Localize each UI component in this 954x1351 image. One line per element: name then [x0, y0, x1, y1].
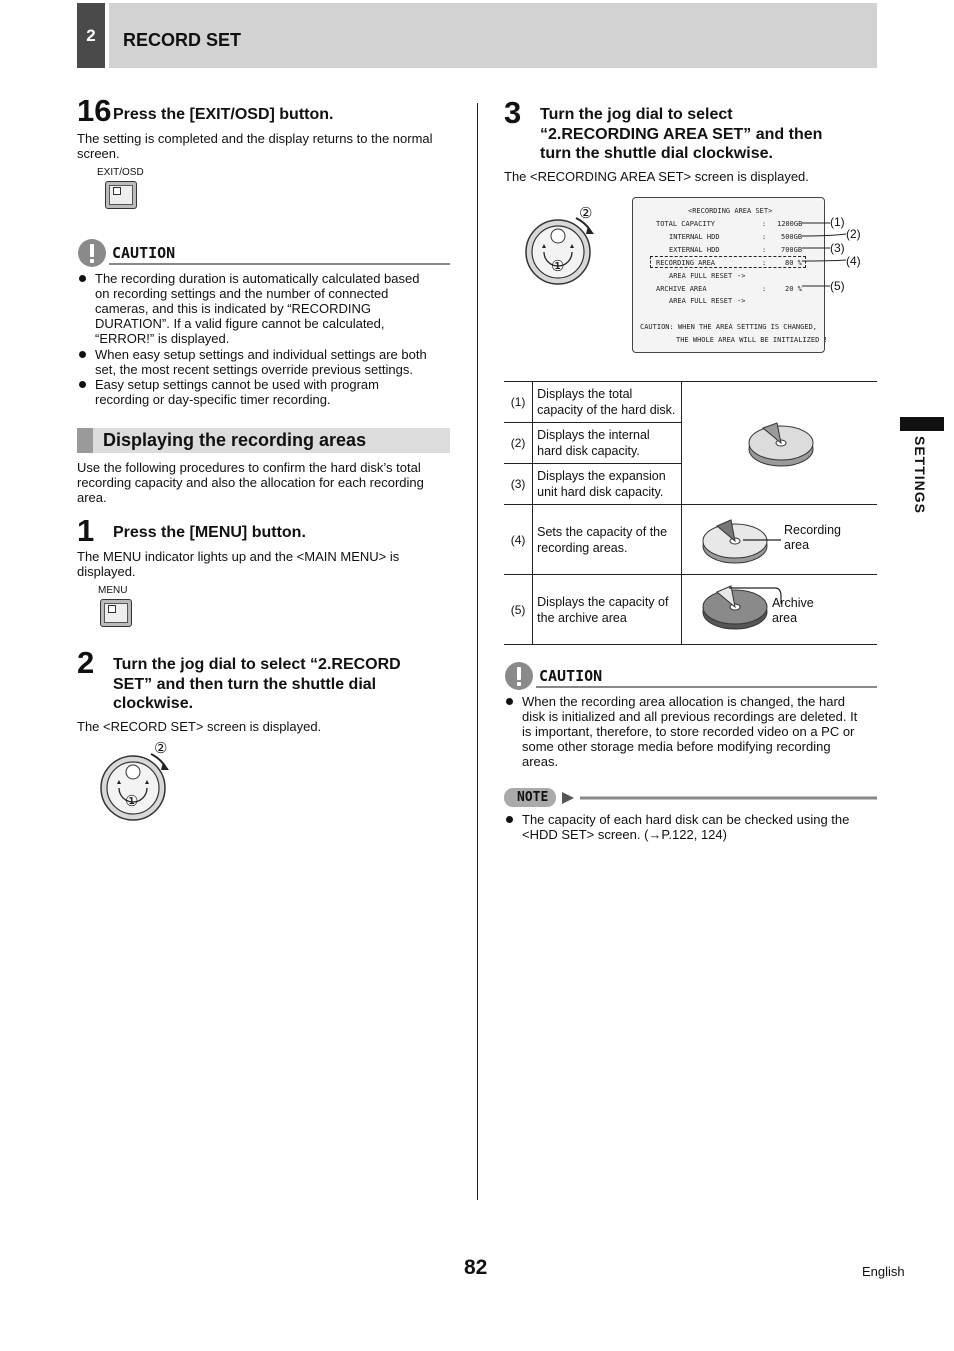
- menu-button-label: MENU: [98, 585, 128, 596]
- caution-heading-2: CAUTION: [539, 667, 603, 685]
- step-3-body: The <RECORDING AREA SET> screen is displayed.: [504, 169, 809, 184]
- note-item: The capacity of each hard disk can be checked using the <HDD SET> screen. (→P.122, 124): [504, 812, 879, 842]
- osd-row-label: RECORDING AREA: [656, 259, 716, 267]
- caution-heading: CAUTION: [112, 244, 176, 262]
- osd-row-label: AREA FULL RESET: [669, 297, 733, 305]
- table-row: [504, 575, 877, 645]
- osd-row-value: 20 %: [785, 285, 802, 293]
- table-row: [504, 505, 877, 575]
- archive-area-label: Archive area: [772, 596, 814, 625]
- table-index: (4): [504, 505, 533, 575]
- table-index: (2): [504, 423, 533, 464]
- step-2-body: The <RECORD SET> screen is displayed.: [77, 719, 322, 734]
- osd-row-label: AREA FULL RESET: [669, 272, 733, 280]
- dial-mark-2b: ②: [579, 205, 593, 222]
- recording-area-label: Recording area: [784, 523, 841, 552]
- dial-mark-1: ①: [125, 793, 139, 810]
- side-tab-settings: SETTINGS: [912, 436, 928, 515]
- exit-osd-button-label: EXIT/OSD: [97, 167, 144, 178]
- recording-area-set-screen: [632, 197, 828, 353]
- osd-row-value: 500GB: [781, 233, 803, 241]
- exit-osd-button-icon: [105, 181, 137, 209]
- osd-row-label: EXTERNAL HDD: [669, 246, 720, 254]
- table-index: (1): [504, 382, 533, 423]
- page-title: RECORD SET: [123, 30, 242, 50]
- step-3-title: Turn the jog dial to select “2.RECORDING AREA SET” and then turn the shuttle dial clockwise.: [540, 106, 823, 162]
- osd-row-value: 80 %: [785, 259, 802, 267]
- osd-row-sep: ->: [737, 297, 746, 305]
- caution-rule: [109, 263, 450, 265]
- caution-item: When the recording area allocation is changed, the hard disk is initialized and all previous recordings are deleted. It is important, therefore, to store recorded video on a PC or some other storage media before modifying recording areas.: [504, 694, 879, 769]
- menu-button-icon: [100, 599, 132, 627]
- caution-icon-2: [504, 661, 534, 691]
- osd-row-sep: :: [762, 285, 767, 293]
- table-pic-disk: [682, 382, 878, 505]
- table-desc: Displays the internal hard disk capacity.: [533, 423, 682, 464]
- step-2-title: Turn the jog dial to select “2.RECORD SET” and then turn the shuttle dial clockwise.: [113, 656, 401, 712]
- step-1-number: 1: [77, 513, 95, 548]
- callout-3: (3): [830, 241, 845, 255]
- language-label: English: [862, 1264, 905, 1279]
- osd-row-value: 700GB: [781, 246, 803, 254]
- table-index: (3): [504, 464, 533, 505]
- step-16-body-2: screen.: [77, 146, 120, 161]
- callout-5: (5): [830, 279, 845, 293]
- column-divider: [477, 103, 478, 1200]
- caution-icon: [77, 238, 107, 268]
- dial-mark-1b: ①: [551, 258, 565, 275]
- osd-row-label: INTERNAL HDD: [669, 233, 720, 241]
- osd-row-sep: :: [762, 220, 767, 228]
- hard-disk-icon: [683, 383, 876, 503]
- osd-warning-2: THE WHOLE AREA WILL BE INITIALIZED !: [676, 336, 828, 344]
- step-1-title: Press the [MENU] button.: [113, 524, 306, 541]
- osd-row-value: 1200GB: [777, 220, 803, 228]
- osd-row-label: TOTAL CAPACITY: [656, 220, 716, 228]
- table-desc: Displays the expansion unit hard disk capacity.: [533, 464, 682, 505]
- table-desc: Sets the capacity of the recording areas.: [533, 505, 682, 575]
- osd-row-sep: ->: [737, 272, 746, 280]
- step-1-body: The MENU indicator lights up and the <MAIN MENU> is displayed.: [77, 549, 400, 579]
- section-title: Displaying the recording areas: [103, 430, 367, 450]
- table-row: [504, 382, 877, 423]
- step-2-number: 2: [77, 645, 95, 680]
- side-tab-bar: [900, 417, 944, 431]
- caution-rule-2: [536, 686, 877, 688]
- callout-2: (2): [846, 227, 861, 241]
- caution-list: [77, 271, 452, 407]
- table-index: (5): [504, 575, 533, 645]
- table-pic-recording: [682, 505, 878, 575]
- caution-item: The recording duration is automatically calculated based on recording settings and the number of connected cameras, and this is indicated by “RECORDING DURATION”. If a valid figure cannot be calculated, “ERROR!” is displayed.: [77, 271, 452, 346]
- osd-heading: <RECORDING AREA SET>: [688, 207, 773, 215]
- step-16-number: 16: [77, 93, 112, 128]
- step-3-number: 3: [504, 95, 522, 130]
- caution-item: When easy setup settings and individual settings are both set, the most recent settings override previous settings.: [77, 347, 452, 377]
- osd-row-sep: :: [762, 259, 767, 267]
- note-list: [504, 812, 879, 842]
- chapter-number: 2: [77, 3, 105, 68]
- recording-area-disk-icon: [683, 506, 876, 573]
- area-info-table: [504, 381, 877, 645]
- note-heading: NOTE: [517, 790, 549, 805]
- osd-row-label: ARCHIVE AREA: [656, 285, 707, 293]
- note-arrow-rule-icon: [560, 790, 878, 806]
- page-number: 82: [464, 1256, 488, 1279]
- step-16-title: Press the [EXIT/OSD] button.: [113, 106, 334, 123]
- caution-item: Easy setup settings cannot be used with program recording or day-specific timer recording.: [77, 377, 452, 407]
- table-desc: Displays the capacity of the archive area: [533, 575, 682, 645]
- table-pic-archive: [682, 575, 878, 645]
- section-intro: Use the following procedures to confirm the hard disk’s total recording capacity and also the allocation for each recording area.: [77, 460, 424, 505]
- table-desc: Displays the total capacity of the hard disk.: [533, 382, 682, 423]
- osd-row-sep: :: [762, 233, 767, 241]
- callout-1: (1): [830, 215, 845, 229]
- osd-warning-1: CAUTION: WHEN THE AREA SETTING IS CHANGED,: [640, 323, 818, 331]
- caution-list-2: [504, 694, 879, 769]
- dial-mark-2: ②: [154, 740, 168, 757]
- step-16-body-1: The setting is completed and the display returns to the normal: [77, 131, 433, 146]
- osd-row-sep: :: [762, 246, 767, 254]
- callout-4: (4): [846, 254, 861, 268]
